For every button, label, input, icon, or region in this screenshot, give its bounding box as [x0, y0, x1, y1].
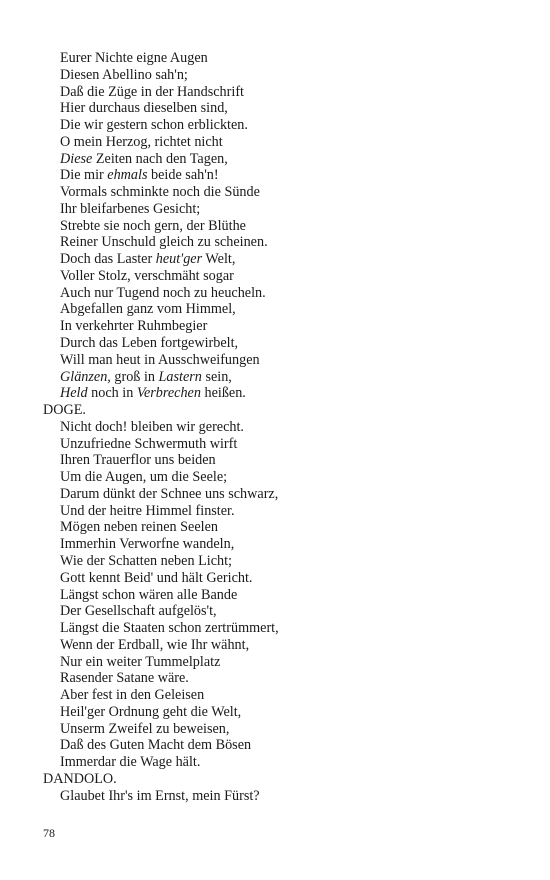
- emphasized-text: Glänzen,: [60, 368, 111, 385]
- line-text: Längst schon wären alle Bande: [60, 586, 238, 603]
- line-text: Hier durchaus dieselben sind,: [60, 100, 228, 117]
- line-text: Unzufriedne Schwermuth wirft: [60, 435, 238, 452]
- verse-line: [43, 754, 523, 771]
- line-text: In verkehrter Ruhmbegier: [60, 318, 208, 335]
- line-text: noch in: [87, 385, 137, 402]
- verse-line: [43, 369, 523, 386]
- verse-line: [43, 519, 523, 536]
- line-text: Nicht doch! bleiben wir gerecht.: [60, 418, 244, 435]
- line-text: Heil'ger Ordnung geht die Welt,: [60, 703, 242, 720]
- speaker-name: [43, 771, 523, 788]
- verse-line: [43, 268, 523, 285]
- verse-line: [43, 536, 523, 553]
- verse-line: [43, 637, 523, 654]
- verse-line: [43, 687, 523, 704]
- verse-line: [43, 318, 523, 335]
- line-text: Nur ein weiter Tummelplatz: [60, 653, 221, 670]
- verse-line: [43, 603, 523, 620]
- verse-line: [43, 201, 523, 218]
- verse-line: [43, 151, 523, 168]
- emphasized-text: Held: [60, 385, 88, 402]
- line-text: Strebte sie noch gern, der Blüthe: [60, 217, 246, 234]
- emphasized-text: heut'ger: [155, 251, 203, 268]
- line-text: Um die Augen, um die Seele;: [60, 469, 228, 486]
- line-text: Welt,: [202, 251, 236, 268]
- emphasized-text: ehmals: [107, 167, 148, 184]
- verse-line: [43, 587, 523, 604]
- verse-line: [43, 117, 523, 134]
- verse-line: [43, 167, 523, 184]
- page-number: 78: [43, 826, 55, 840]
- emphasized-text: Diese: [60, 150, 93, 167]
- line-text: Ihren Trauerflor uns beiden: [60, 452, 216, 469]
- verse-line: [43, 285, 523, 302]
- verse-line: [43, 670, 523, 687]
- verse-line: [43, 84, 523, 101]
- line-text: sein,: [201, 368, 232, 385]
- line-text: Glaubet Ihr's im Ernst, mein Fürst?: [60, 787, 260, 804]
- verse-line: [43, 385, 523, 402]
- verse-line: [43, 469, 523, 486]
- line-text: Ihr bleifarbenes Gesicht;: [60, 200, 201, 217]
- verse-line: [43, 184, 523, 201]
- line-text: Immerhin Verworfne wandeln,: [60, 536, 235, 553]
- line-text: Die wir gestern schon erblickten.: [60, 117, 248, 134]
- line-text: Immerdar die Wage hält.: [60, 754, 201, 771]
- verse-line: [43, 134, 523, 151]
- line-text: Daß die Züge in der Handschrift: [60, 83, 244, 100]
- line-text: heißen.: [200, 385, 246, 402]
- line-text: Und der heitre Himmel finster.: [60, 502, 235, 519]
- verse-line: [43, 218, 523, 235]
- verse-line: [43, 301, 523, 318]
- line-text: Längst die Staaten schon zertrümmert,: [60, 620, 279, 637]
- line-text: Will man heut in Ausschweifungen: [60, 351, 260, 368]
- verse-line: [43, 419, 523, 436]
- verse-line: [43, 620, 523, 637]
- line-text: DANDOLO.: [43, 770, 117, 787]
- line-text: Darum dünkt der Schnee uns schwarz,: [60, 485, 279, 502]
- verse-text-block: [43, 50, 523, 804]
- line-text: Die mir: [60, 167, 108, 184]
- speaker-name: [43, 402, 523, 419]
- verse-line: [43, 251, 523, 268]
- verse-line: [43, 654, 523, 671]
- line-text: DOGE.: [43, 402, 86, 419]
- line-text: Doch das Laster: [60, 251, 156, 268]
- verse-line: [43, 788, 523, 805]
- line-text: Daß des Guten Macht dem Bösen: [60, 737, 252, 754]
- line-text: Zeiten nach den Tagen,: [92, 150, 228, 167]
- verse-line: [43, 335, 523, 352]
- verse-line: [43, 436, 523, 453]
- verse-line: [43, 50, 523, 67]
- line-text: Vormals schminkte noch die Sünde: [60, 184, 260, 201]
- verse-line: [43, 704, 523, 721]
- line-text: Unserm Zweifel zu beweisen,: [60, 720, 230, 737]
- line-text: Durch das Leben fortgewirbelt,: [60, 335, 239, 352]
- verse-line: [43, 486, 523, 503]
- line-text: Gott kennt Beid' und hält Gericht.: [60, 569, 253, 586]
- line-text: Wenn der Erdball, wie Ihr wähnt,: [60, 636, 250, 653]
- line-text: Auch nur Tugend noch zu heucheln.: [60, 284, 266, 301]
- verse-line: [43, 503, 523, 520]
- verse-line: [43, 721, 523, 738]
- verse-line: [43, 100, 523, 117]
- line-text: Wie der Schatten neben Licht;: [60, 552, 232, 569]
- line-text: Der Gesellschaft aufgelös't,: [60, 603, 217, 620]
- verse-line: [43, 570, 523, 587]
- verse-line: [43, 352, 523, 369]
- line-text: groß in: [110, 368, 159, 385]
- verse-line: [43, 67, 523, 84]
- line-text: Diesen Abellino sah'n;: [60, 66, 188, 83]
- line-text: Rasender Satane wäre.: [60, 670, 189, 687]
- verse-line: [43, 553, 523, 570]
- verse-line: [43, 737, 523, 754]
- line-text: O mein Herzog, richtet nicht: [60, 133, 223, 150]
- line-text: Reiner Unschuld gleich zu scheinen.: [60, 234, 268, 251]
- verse-line: [43, 452, 523, 469]
- line-text: Mögen neben reinen Seelen: [60, 519, 218, 536]
- line-text: Aber fest in den Geleisen: [60, 687, 205, 704]
- line-text: Abgefallen ganz vom Himmel,: [60, 301, 236, 318]
- emphasized-text: Verbrechen: [136, 385, 201, 402]
- line-text: beide sah'n!: [147, 167, 219, 184]
- line-text: Eurer Nichte eigne Augen: [60, 50, 208, 66]
- emphasized-text: Lastern: [158, 368, 202, 385]
- verse-line: [43, 234, 523, 251]
- line-text: Voller Stolz, verschmäht sogar: [60, 267, 234, 284]
